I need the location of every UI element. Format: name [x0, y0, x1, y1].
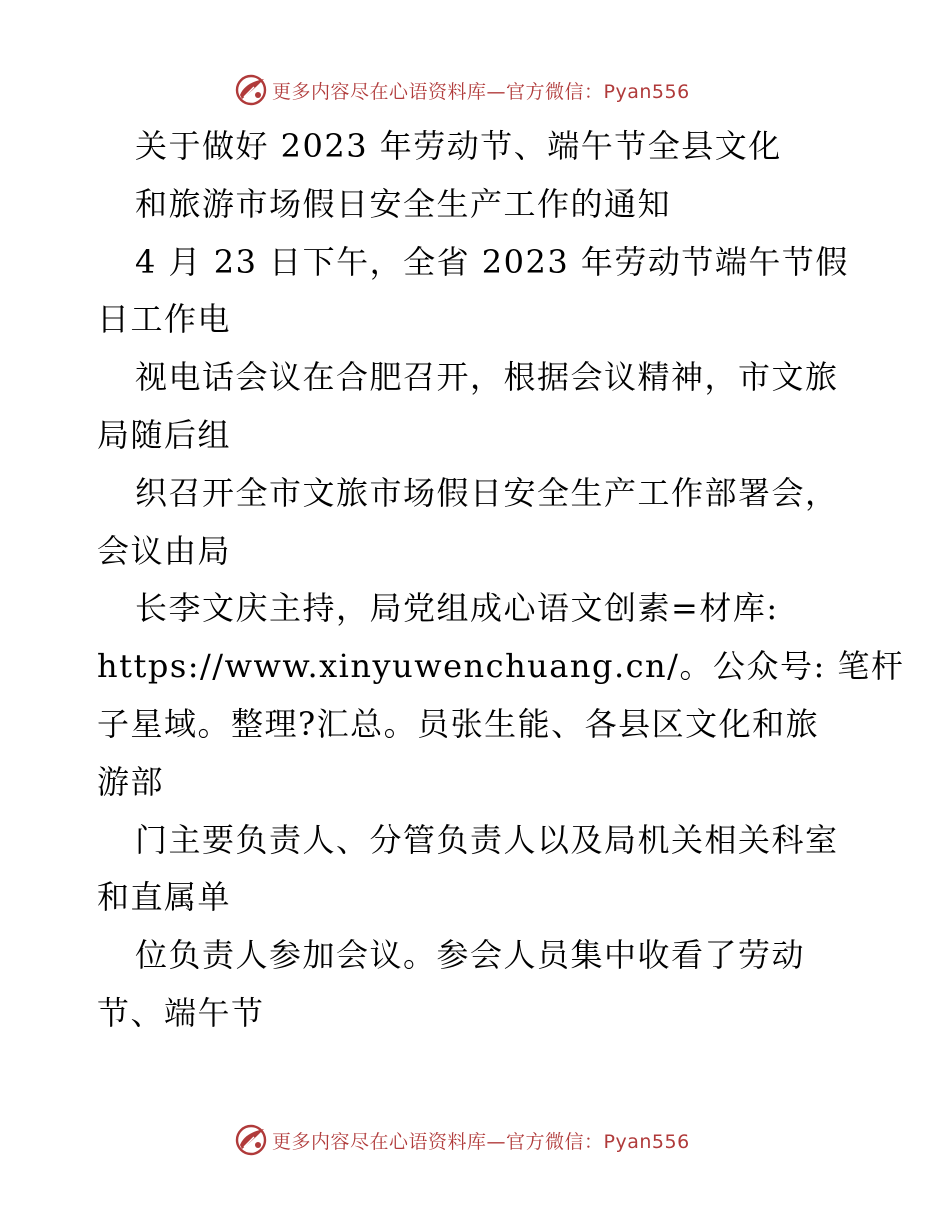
pen-logo-icon: [234, 1123, 268, 1157]
text-line: 视电话会议在合肥召开，根据会议精神，市文旅: [135, 358, 839, 397]
text-line: 位负责人参加会议。参会人员集中收看了劳动: [135, 936, 806, 975]
text-line: 关于做好 2023 年劳动节、端午节全县文化: [135, 127, 782, 165]
text-line: 织召开全市文旅市场假日安全生产工作部署会，: [135, 473, 839, 512]
text-line: 日工作电: [97, 300, 232, 339]
text-line: 子星域。整理?汇总。员张生能、各县区文化和旅: [97, 704, 820, 743]
text-line: 和直属单: [97, 878, 232, 917]
document-body: [97, 118, 905, 1043]
text-line: 局随后组: [97, 415, 232, 454]
footer-watermark: [234, 1122, 734, 1158]
text-line: 节、端午节: [97, 993, 265, 1032]
text-line: https://www.xinyuwenchuang.cn/。公众号: 笔杆: [97, 647, 905, 686]
text-line: 长李文庆主持，局党组成心语文创素=材库:: [135, 589, 779, 628]
watermark-text: 更多内容尽在心语资料库—官方微信：Pyan556: [272, 1130, 690, 1153]
text-line: 游部: [97, 762, 165, 801]
text-line: 门主要负责人、分管负责人以及局机关相关科室: [135, 820, 839, 859]
watermark-text: 更多内容尽在心语资料库—官方微信：Pyan556: [272, 80, 690, 103]
text-line: 和旅游市场假日安全生产工作的通知: [135, 184, 672, 223]
pen-logo-icon: [234, 73, 268, 107]
text-line: 4 月 23 日下午，全省 2023 年劳动节端午节假: [135, 242, 849, 281]
header-watermark: [234, 72, 734, 108]
text-line: 会议由局: [97, 531, 232, 570]
